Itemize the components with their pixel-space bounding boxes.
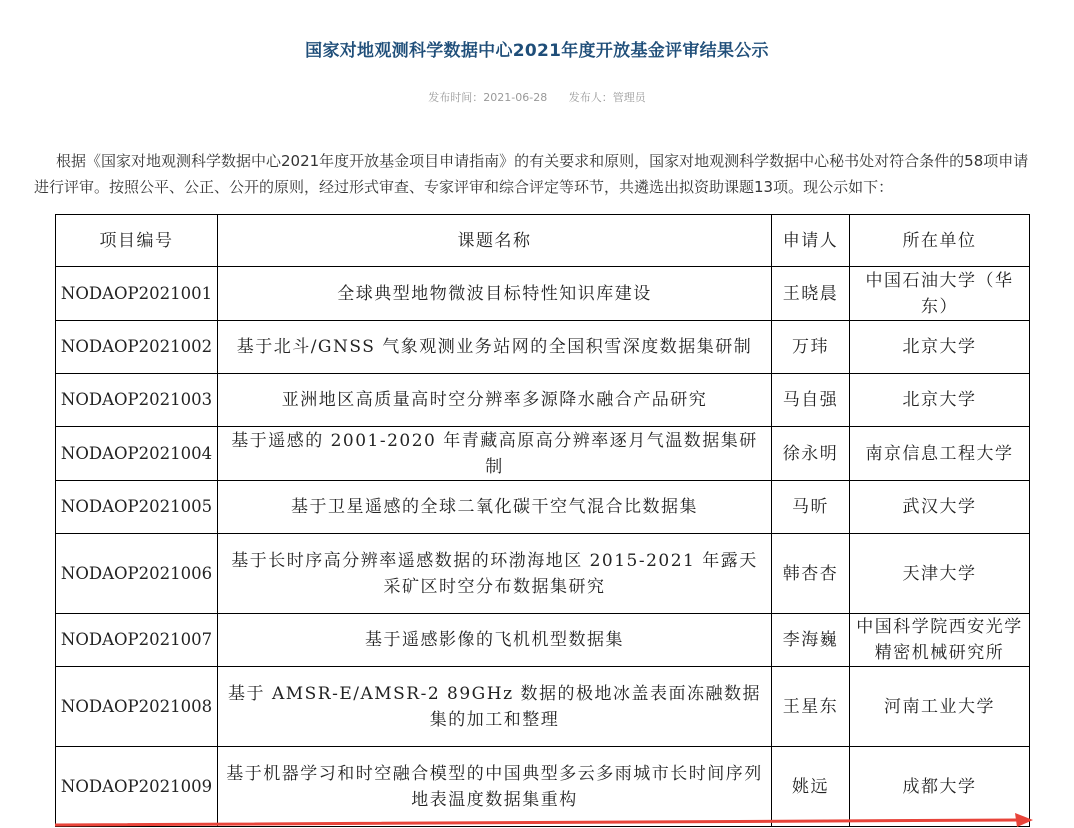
project-name: 基于遥感的 2001-2020 年青藏高原高分辨率逐月气温数据集研制 — [218, 427, 772, 481]
project-code: NODAOP2021008 — [56, 667, 218, 747]
publisher: 发布人：管理员 — [568, 91, 646, 104]
project-name: 基于遥感影像的飞机机型数据集 — [218, 614, 772, 667]
project-org: 南京信息工程大学 — [850, 427, 1030, 481]
table-row — [56, 614, 1030, 667]
project-applicant: 李海巍 — [772, 614, 850, 667]
project-code: NODAOP2021009 — [56, 747, 218, 827]
project-name: 基于北斗/GNSS 气象观测业务站网的全国积雪深度数据集研制 — [218, 321, 772, 374]
project-code: NODAOP2021005 — [56, 481, 218, 534]
project-org: 武汉大学 — [850, 481, 1030, 534]
project-code: NODAOP2021004 — [56, 427, 218, 481]
table-row — [56, 321, 1030, 374]
header-applicant: 申请人 — [772, 215, 850, 267]
project-code: NODAOP2021003 — [56, 374, 218, 427]
project-org: 北京大学 — [850, 321, 1030, 374]
project-applicant: 姚远 — [772, 747, 850, 827]
project-org: 天津大学 — [850, 534, 1030, 614]
project-org: 北京大学 — [850, 374, 1030, 427]
table-row — [56, 427, 1030, 481]
table-header-row — [56, 215, 1030, 267]
header-org: 所在单位 — [850, 215, 1030, 267]
table-row — [56, 667, 1030, 747]
intro-paragraph: 根据《国家对地观测科学数据中心2021年度开放基金项目申请指南》的有关要求和原则，国家对地观测科学数据中心秘书处对符合条件的58项申请进行评审。按照公平、公正、公开的原则，经过形式审查、专家评审和综合评定等环节，共遴选出拟资助课题13项。现公示如下： — [34, 152, 1029, 196]
project-code: NODAOP2021007 — [56, 614, 218, 667]
arrow-head-icon — [1015, 813, 1033, 827]
project-code: NODAOP2021006 — [56, 534, 218, 614]
project-org: 河南工业大学 — [850, 667, 1030, 747]
table-row — [56, 534, 1030, 614]
arrow-shaft — [55, 820, 1017, 825]
project-name: 基于机器学习和时空融合模型的中国典型多云多雨城市长时间序列地表温度数据集重构 — [218, 747, 772, 827]
header-name: 课题名称 — [218, 215, 772, 267]
project-applicant: 万玮 — [772, 321, 850, 374]
project-org: 中国石油大学（华东） — [850, 267, 1030, 321]
project-name: 基于长时序高分辨率遥感数据的环渤海地区 2015-2021 年露天采矿区时空分布数据集研究 — [218, 534, 772, 614]
project-code: NODAOP2021002 — [56, 321, 218, 374]
project-applicant: 徐永明 — [772, 427, 850, 481]
publish-time: 发布时间：2021-06-28 — [428, 91, 548, 104]
table-row — [56, 374, 1030, 427]
project-applicant: 王星东 — [772, 667, 850, 747]
article-meta — [0, 89, 1074, 105]
article-title: 国家对地观测科学数据中心2021年度开放基金评审结果公示 — [305, 41, 769, 61]
project-org: 中国科学院西安光学精密机械研究所 — [850, 614, 1030, 667]
table-row — [56, 481, 1030, 534]
header-code: 项目编号 — [56, 215, 218, 267]
project-name: 基于 AMSR-E/AMSR-2 89GHz 数据的极地冰盖表面冻融数据集的加工和整理 — [218, 667, 772, 747]
project-name: 全球典型地物微波目标特性知识库建设 — [218, 267, 772, 321]
table-row — [56, 267, 1030, 321]
results-table — [55, 214, 1030, 827]
project-applicant: 王晓晨 — [772, 267, 850, 321]
project-org: 成都大学 — [850, 747, 1030, 827]
red-arrow-annotation — [55, 812, 1035, 828]
project-name: 基于卫星遥感的全球二氧化碳干空气混合比数据集 — [218, 481, 772, 534]
project-code: NODAOP2021001 — [56, 267, 218, 321]
project-name: 亚洲地区高质量高时空分辨率多源降水融合产品研究 — [218, 374, 772, 427]
project-applicant: 马自强 — [772, 374, 850, 427]
project-applicant: 韩杏杏 — [772, 534, 850, 614]
project-applicant: 马昕 — [772, 481, 850, 534]
